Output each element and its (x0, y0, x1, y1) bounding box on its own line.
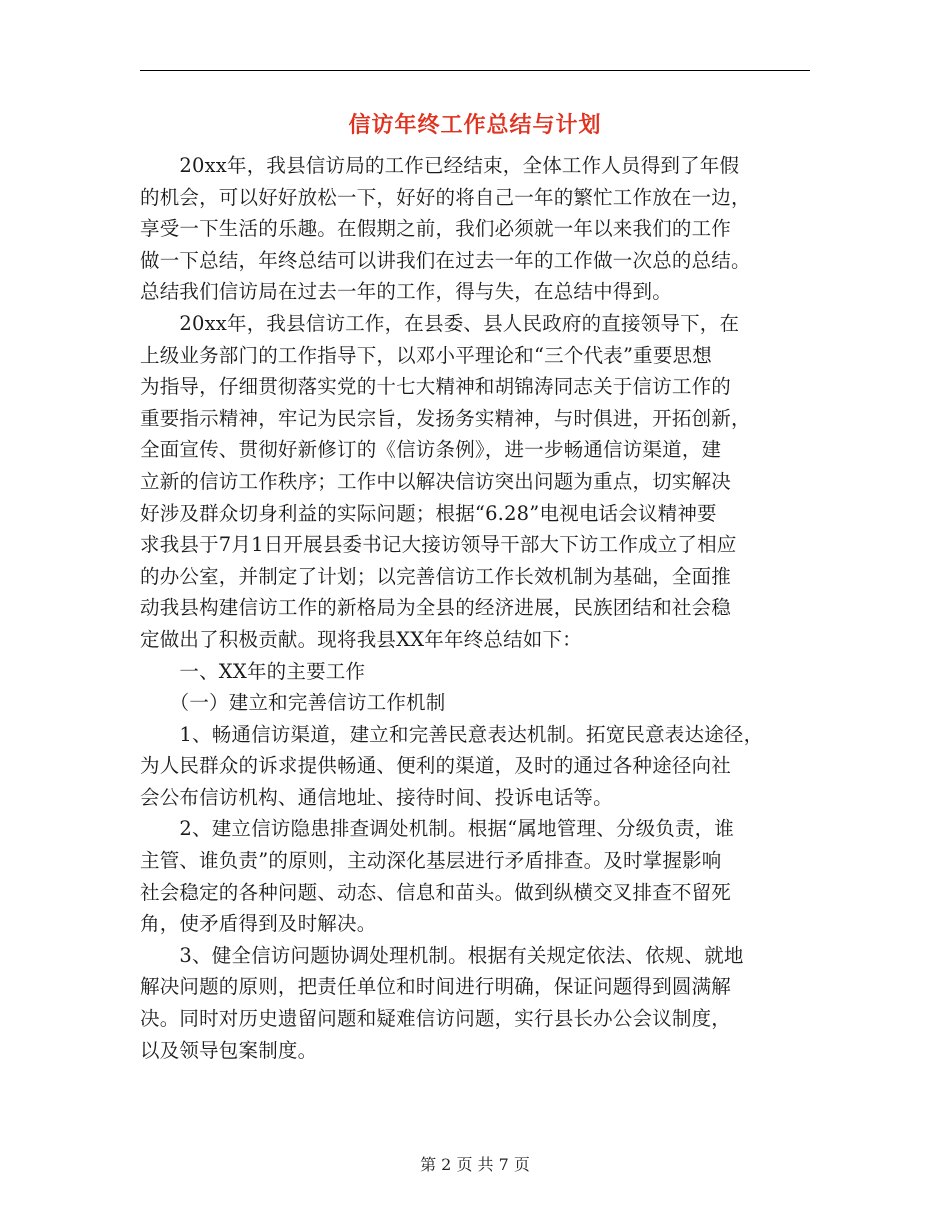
body-line: 解决问题的原则，把责任单位和时间进行明确，保证问题得到圆满解 (140, 975, 732, 999)
document-title: 信访年终工作总结与计划 (348, 112, 602, 138)
body-line: 全面宣传、贯彻好新修订的《信访条例》，进一步畅通信访渠道，建 (140, 438, 722, 462)
body-line: 2、建立信访隐患排查调处机制。根据“属地管理、分级负责，谁 (140, 817, 735, 841)
body-line: 为指导，仔细贯彻落实党的十七大精神和胡锦涛同志关于信访工作的 (140, 375, 732, 399)
page-footer: 第 2 页 共 7 页 (420, 1155, 530, 1174)
body-line: 定做出了积极贡献。现将我县XX年年终总结如下： (140, 627, 582, 651)
body-line: 的机会，可以好好放松一下，好好的将自己一年的繁忙工作放在一边， (140, 185, 751, 209)
body-line: 角，使矛盾得到及时解决。 (140, 912, 377, 936)
body-line: 3、健全信访问题协调处理机制。根据有关规定依法、依规、就地 (140, 943, 744, 967)
body-line: 上级业务部门的工作指导下，以邓小平理论和“三个代表”重要思想 (140, 343, 712, 367)
body-line: 总结我们信访局在过去一年的工作，得与失，在总结中得到。 (140, 280, 672, 304)
body-line: 做一下总结，年终总结可以讲我们在过去一年的工作做一次总的总结。 (140, 248, 751, 272)
body-line: 立新的信访工作秩序；工作中以解决信访突出问题为重点，切实解决 (140, 469, 732, 493)
subsection-heading: （一）建立和完善信访工作机制 (140, 691, 446, 715)
body-line: 享受一下生活的乐趣。在假期之前，我们必须就一年以来我们的工作 (140, 217, 732, 241)
body-line: 20xx年，我县信访工作，在县委、县人民政府的直接领导下，在 (140, 311, 740, 335)
header-rule (140, 70, 810, 71)
section-heading: 一、XX年的主要工作 (140, 659, 366, 683)
body-line: 动我县构建信访工作的新格局为全县的经济进展，民族团结和社会稳 (140, 596, 732, 620)
body-line: 主管、谁负责”的原则，主动深化基层进行矛盾排查。及时掌握影响 (140, 849, 722, 873)
body-line: 20xx年，我县信访局的工作已经结束，全体工作人员得到了年假 (140, 154, 740, 177)
body-line: 求我县于7月1日开展县委书记大接访领导干部大下访工作成立了相应 (140, 533, 737, 557)
body-line: 的办公室，并制定了计划；以完善信访工作长效机制为基础，全面推 (140, 564, 732, 588)
body-line: 重要指示精神，牢记为民宗旨，发扬务实精神，与时俱进，开拓创新， (140, 406, 751, 430)
body-line: 社会稳定的各种问题、动态、信息和苗头。做到纵横交叉排查不留死 (140, 880, 732, 904)
body-line: 为人民群众的诉求提供畅通、便利的渠道，及时的通过各种途径向社 (140, 754, 732, 778)
body-line: 1、畅通信访渠道，建立和完善民意表达机制。拓宽民意表达途径， (140, 722, 764, 746)
body-line: 决。同时对历史遗留问题和疑难信访问题，实行县长办公会议制度， (140, 1007, 732, 1031)
body-line: 好涉及群众切身利益的实际问题；根据“6.28”电视电话会议精神要 (140, 501, 717, 525)
body-line: 会公布信访机构、通信地址、接待时间、投诉电话等。 (140, 785, 613, 809)
document-body (140, 150, 810, 1066)
body-line: 以及领导包案制度。 (140, 1038, 318, 1062)
